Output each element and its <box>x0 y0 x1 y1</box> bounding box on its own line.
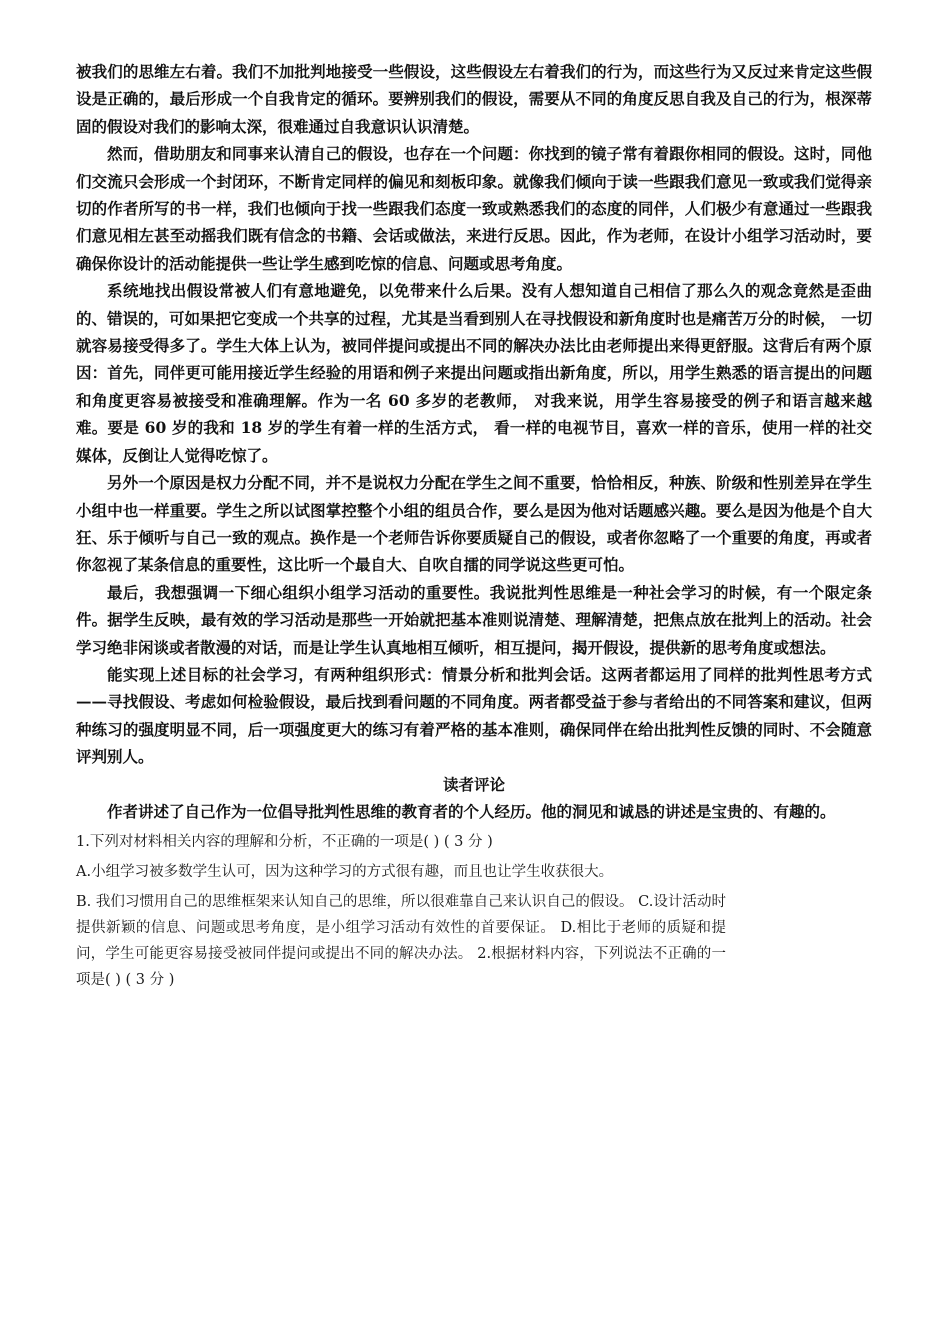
paragraph-3: 系统地找出假设常被人们有意地避免，以免带来什么后果。没有人想知道自己相信了那么久的观念竟然是歪曲的、错误的，可如果把它变成一个共享的过程，尤其是当看到别人在寻找假设和新角度时也是痛苦万分的时候， 一切就容易接受得多了。学生大体上认为，被同伴提问或提出不同的解决办法比由老师提出来得更舒服。这背后有两个原因：首先，同伴更可能用接近学生经验的用语和例子来提出问题或指出新角度，所以，用学生熟悉的语言提出的问题和角度更容易被接受和准确理解。作为一名 60 多岁的老教师， 对我来说，用学生容易接受的例子和语言越来越难。要是 60 岁的我和 18 岁的学生有着一样的生活方式， 看一样的电视节目，喜欢一样的音乐，使用一样的社交媒体，反倒让人觉得吃惊了。 <box>76 281 872 465</box>
question-1-stem: 1.下列对材料相关内容的理解和分析，不正确的一项是( ) ( 3 分 ) <box>76 834 493 851</box>
paragraph-5: 最后，我想强调一下细心组织小组学习活动的重要性。我说批判性思维是一种社会学习的时候，有一个限定条件。据学生反映，最有效的学习活动是那些一开始就把基本准则说清楚、理解清楚，把焦点放在批判上的活动。社会学习绝非闲谈或者散漫的对话，而是让学生认真地相互倾听，相互提问，揭开假设，提供新的思考角度或想法。 <box>76 582 872 657</box>
question-1-options-bcd-and-question-2: B. 我们习惯用自己的思维框架来认知自己的思维，所以很难靠自己来认识自己的假设。 C.设计活动时提供新颖的信息、问题或思考角度，是小组学习活动有效性的首要保证。 D.相比于老师的质疑和提问，学生可能更容易接受被同伴提问或提出不同的解决办法。 2.根据材料内容，下列说法不正确的一项是( ) ( 3 分 ) <box>76 894 726 989</box>
paragraph-4: 另外一个原因是权力分配不同，并不是说权力分配在学生之间不重要，恰恰相反，种族、阶级和性别差异在学生小组中也一样重要。学生之所以试图掌控整个小组的组员合作，要么是因为他对话题感兴趣。要么是因为他是个自大狂、乐于倾听与自己一致的观点。换作是一个老师告诉你要质疑自己的假设，或者你忽略了一个重要的角度，再或者你忽视了某条信息的重要性，这比听一个最自大、自吹自擂的同学说这些更可怕。 <box>76 473 872 575</box>
reader-comment-title: 读者评论 <box>442 774 505 794</box>
paragraph-2: 然而，借助朋友和同事来认清自己的假设，也存在一个问题：你找到的镜子常有着跟你相同的假设。这时，同他们交流只会形成一个封闭环，不断肯定同样的偏见和刻板印象。就像我们倾向于读一些跟我们意见一致或我们觉得亲切的作者所写的书一样，我们也倾向于找一些跟我们态度一致或熟悉我们的态度的同伴，人们极少有意通过一些跟我们意见相左甚至动摇我们既有信念的书籍、会话或做法，来进行反思。因此，作为老师，在设计小组学习活动时，要确保你设计的活动能提供一些让学生感到吃惊的信息、问题或思考角度。 <box>76 144 872 273</box>
paragraph-6: 能实现上述目标的社会学习，有两种组织形式：情景分析和批判会话。这两者都运用了同样的批判性思考方式——寻找假设、考虑如何检验假设，最后找到看问题的不同角度。两者都受益于参与者给出的不同答案和建议，但两种练习的强度明显不同，后一项强度更大的练习有着严格的基本准则，确保同伴在给出批判性反馈的同时、不会随意评判别人。 <box>76 664 872 767</box>
reader-comment-text: 作者讲述了自己作为一位倡导批判性思维的教育者的个人经历。他的洞见和诚恳的讲述是宝贵的、有趣的。 <box>107 801 836 821</box>
paragraph-1: 被我们的思维左右着。我们不加批判地接受一些假设，这些假设左右着我们的行为，而这些行为又反过来肯定这些假设是正确的，最后形成一个自我肯定的循环。要辨别我们的假设，需要从不同的角度反思自我及自己的行为，根深蒂固的假设对我们的影响太深，很难通过自我意识认识清楚。 <box>76 62 872 136</box>
question-1-option-a: A.小组学习被多数学生认可，因为这种学习的方式很有趣，而且也让学生收获很大。 <box>76 864 614 881</box>
